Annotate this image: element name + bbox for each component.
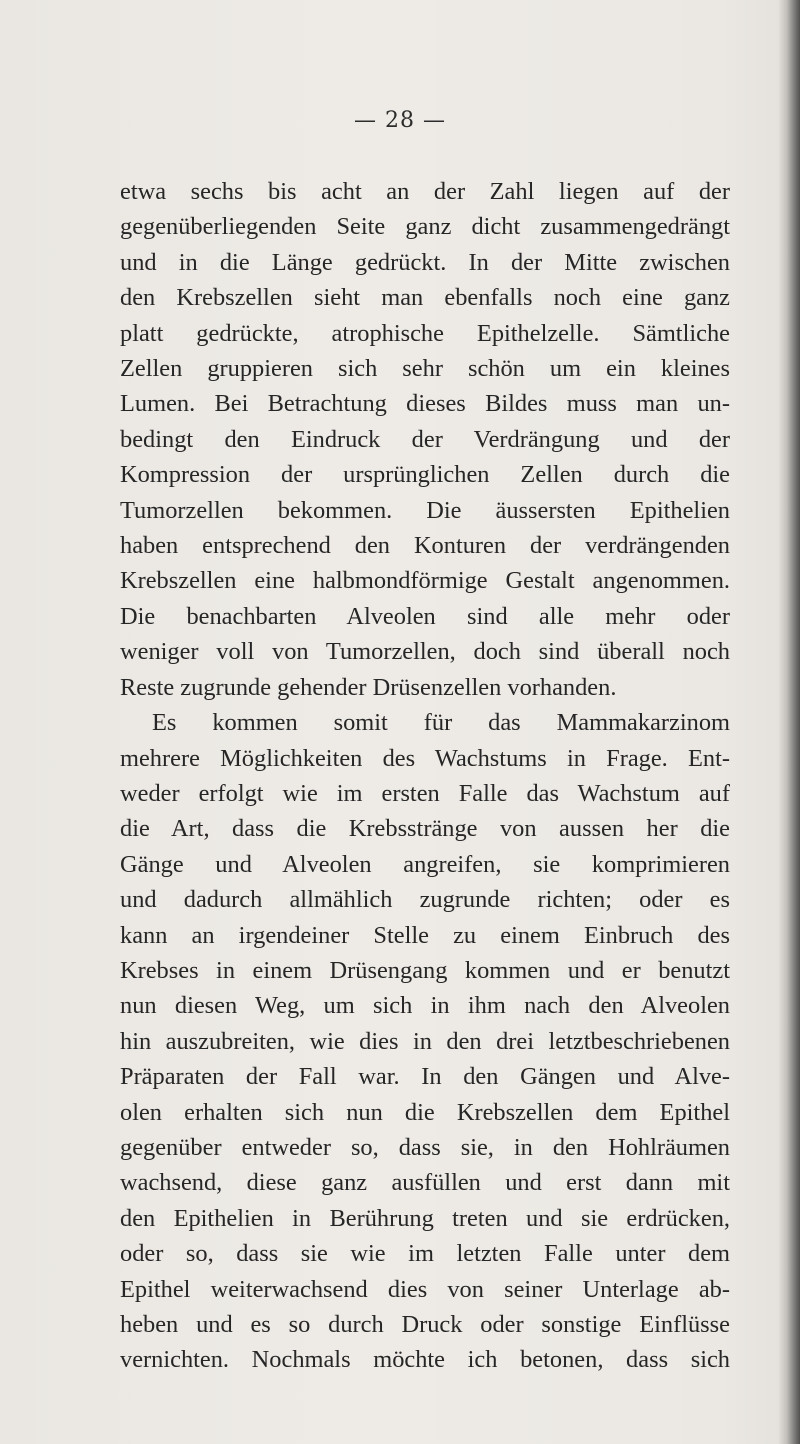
text-line: nun diesen Weg, um sich in ihm nach den Alveolen (120, 992, 730, 1020)
text-line: Krebses in einem Drüsengang kommen und er benutzt (120, 956, 730, 984)
text-line: den Epithelien in Berührung treten und sie erdrücken, (120, 1204, 730, 1232)
text-line: Gänge und Alveolen angreifen, sie komprimieren (120, 850, 730, 878)
text-line: Epithel weiterwachsend dies von seiner Unterlage ab- (120, 1275, 730, 1303)
text-line: die Art, dass die Krebsstränge von aussen her die (120, 815, 730, 843)
text-line: Kompression der ursprünglichen Zellen durch die (120, 461, 730, 489)
text-line: haben entsprechend den Konturen der verdrängenden (120, 532, 730, 560)
text-line: Tumorzellen bekommen. Die äussersten Epithelien (120, 496, 730, 524)
text-line: gegenüber entweder so, dass sie, in den Hohlräumen (120, 1133, 730, 1161)
text-line: und in die Länge gedrückt. In der Mitte zwischen (120, 248, 730, 276)
page-number: — 28 — (354, 108, 446, 133)
text-line: Zellen gruppieren sich sehr schön um ein kleines (120, 355, 730, 383)
text-line: mehrere Möglichkeiten des Wachstums in Frage. Ent- (120, 744, 730, 772)
text-line: hin auszubreiten, wie dies in den drei letztbeschriebenen (120, 1027, 730, 1055)
text-line: bedingt den Eindruck der Verdrängung und der (120, 425, 730, 453)
text-line: oder so, dass sie wie im letzten Falle unter dem (120, 1240, 730, 1268)
page-binding-edge (778, 0, 800, 1444)
text-line: Krebszellen eine halbmondförmige Gestalt angenommen. (120, 567, 730, 595)
text-line: olen erhalten sich nun die Krebszellen dem Epithel (120, 1098, 730, 1126)
text-line: weder erfolgt wie im ersten Falle das Wachstum auf (120, 779, 730, 807)
text-line: vernichten. Nochmals möchte ich betonen, dass sich (120, 1346, 730, 1374)
text-line: wachsend, diese ganz ausfüllen und erst dann mit (120, 1169, 730, 1197)
text-line: gegenüberliegenden Seite ganz dicht zusammengedrängt (120, 213, 730, 241)
text-line: den Krebszellen sieht man ebenfalls noch eine ganz (120, 284, 730, 312)
text-line: heben und es so durch Druck oder sonstige Einflüsse (120, 1311, 730, 1338)
text-line: Es kommen somit für das Mammakarzinom (152, 709, 730, 737)
text-line: Die benachbarten Alveolen sind alle mehr oder (120, 602, 730, 630)
text-line: und dadurch allmählich zugrunde richten; oder es (120, 886, 730, 914)
text-line: Reste zugrunde gehender Drüsenzellen vorhanden. (120, 673, 617, 701)
text-line: kann an irgendeiner Stelle zu einem Einbruch des (120, 921, 730, 949)
text-line: Präparaten der Fall war. In den Gängen und Alve- (120, 1063, 730, 1091)
text-line: platt gedrückte, atrophische Epithelzelle. Sämtliche (120, 319, 730, 347)
text-line: etwa sechs bis acht an der Zahl liegen auf der (120, 178, 730, 205)
text-line: Lumen. Bei Betrachtung dieses Bildes muss man un- (120, 390, 730, 418)
text-line: weniger voll von Tumorzellen, doch sind überall noch (120, 638, 730, 666)
body-text (120, 174, 730, 1378)
